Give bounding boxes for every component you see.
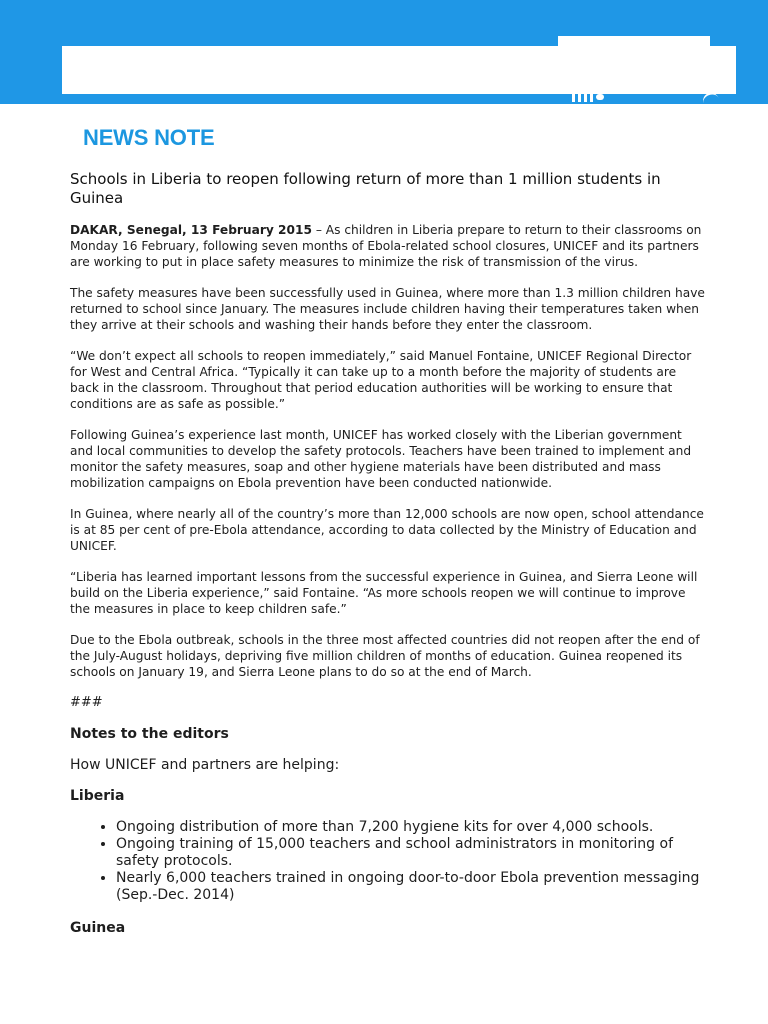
article-body	[70, 222, 706, 951]
liberia-heading: Liberia	[70, 788, 125, 804]
headline: Schools in Liberia to reopen following return of more than 1 million students in Guinea	[70, 170, 661, 207]
guinea-heading: Guinea	[70, 920, 126, 936]
paragraph: “Liberia has learned important lessons from the successful experience in Guinea, and Sierra Leone will build on the Liberia experience,” said Fontaine. “As more schools reopen we will continue to improve the measures in place to keep children safe.”	[70, 570, 698, 616]
paragraph: “We don’t expect all schools to reopen immediately,” said Manuel Fontaine, UNICEF Regional Director for West and Central Africa. “Typically it can take up to a month before the majority of students are back in the classroom. Throughout that period education authorities will be working to ensure that conditions are as safe as possible.”	[70, 349, 692, 411]
lead-text: – As children in Liberia prepare to return to their classrooms on Monday 16 February, following seven months of Ebola-related school closures, UNICEF and its partners are working to put in place safety measures to minimize the risk of transmission of the virus.	[70, 223, 702, 269]
dateline: DAKAR, Senegal, 13 February 2015	[70, 223, 312, 237]
paragraph-lead	[70, 222, 706, 270]
liberia-list	[70, 819, 706, 904]
paragraph: Due to the Ebola outbreak, schools in the three most affected countries did not reopen after the end of the July-August holidays, depriving five million children of months of education. Guinea reopened its schools on January 19, and Sierra Leone plans to do so at the end of March.	[70, 633, 700, 679]
paragraph: The safety measures have been successfully used in Guinea, where more than 1.3 million children have returned to school since January. The measures include children having their temperatures taken when they arrive at their schools and washing their hands before they enter the classroom.	[70, 286, 705, 332]
section-separator: ###	[70, 695, 103, 710]
list-item: • Ongoing training of 15,000 teachers and school administrators in monitoring of safety protocols.	[116, 836, 706, 870]
logo-icon	[572, 94, 616, 102]
list-item: • Ongoing distribution of more than 7,200 hygiene kits for over 4,000 schools.	[116, 819, 706, 836]
paragraph: In Guinea, where nearly all of the country’s more than 12,000 schools are now open, school attendance is at 85 per cent of pre-Ebola attendance, according to data collected by the Ministry of Education and UNICEF.	[70, 507, 704, 553]
notes-intro: How UNICEF and partners are helping:	[70, 757, 340, 773]
paragraph: Following Guinea’s experience last month, UNICEF has worked closely with the Liberian government and local communities to develop the safety protocols. Teachers have been trained to implement and monitor the safety measures, soap and other hygiene materials have been distributed and mass mobilization campaigns on Ebola prevention have been conducted nationwide.	[70, 428, 692, 490]
header-banner	[62, 46, 736, 94]
page-title: NEWS NOTE	[83, 125, 215, 150]
notes-heading: Notes to the editors	[70, 726, 229, 742]
list-item: • Nearly 6,000 teachers trained in ongoing door-to-door Ebola prevention messaging (Sep.-Dec. 2014)	[116, 870, 706, 904]
